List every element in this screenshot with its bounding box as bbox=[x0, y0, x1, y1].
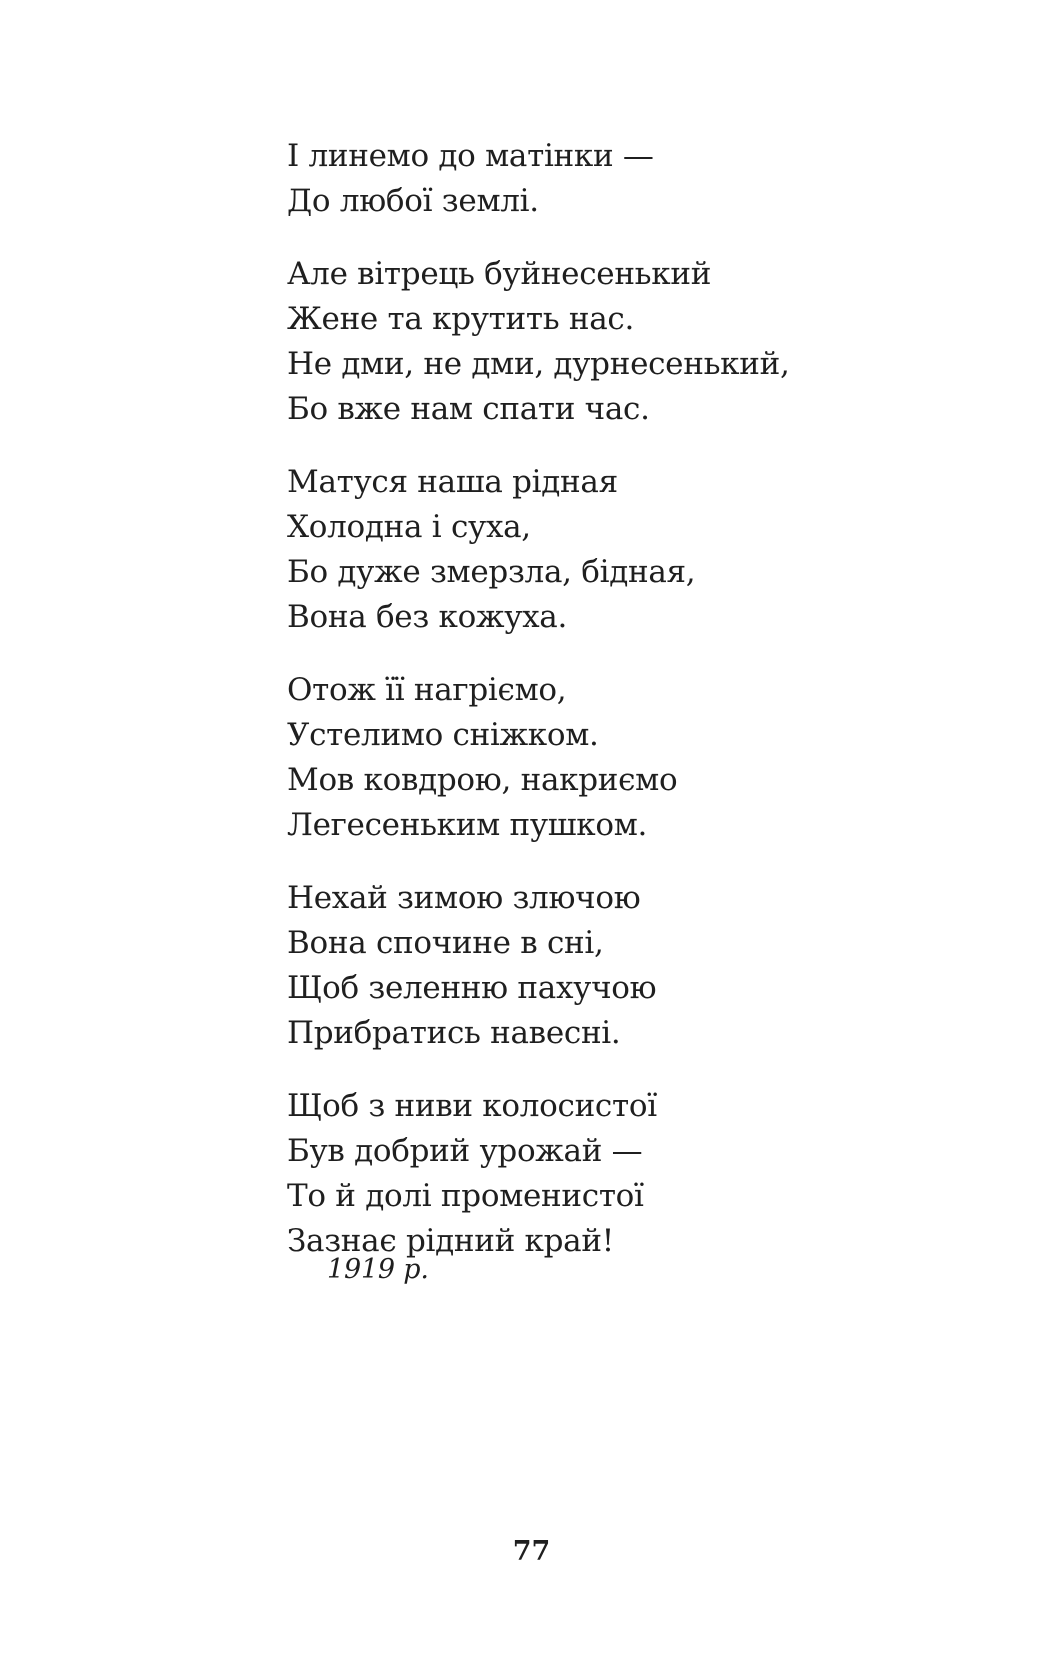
poem-line: То й долі променистої bbox=[287, 1178, 644, 1214]
stanza-1 bbox=[287, 134, 1007, 224]
stanza-6 bbox=[287, 1084, 1007, 1264]
poem-line: Холодна і суха, bbox=[287, 509, 531, 545]
poem-line: Нехай зимою злючою bbox=[287, 880, 641, 916]
poem-line: Прибратись навесні. bbox=[287, 1015, 621, 1051]
stanza-5 bbox=[287, 876, 1007, 1056]
poem-line: І линемо до матінки — bbox=[287, 138, 654, 174]
poem-line: Бо дуже змерзла, бідная, bbox=[287, 554, 696, 590]
stanza-4 bbox=[287, 668, 1007, 848]
poem-line: Легесеньким пушком. bbox=[287, 807, 648, 843]
poem-line: Щоб зеленню пахучою bbox=[287, 970, 657, 1006]
poem-body bbox=[287, 134, 1007, 1292]
poem-line: Матуся наша рідная bbox=[287, 464, 618, 500]
poem-line: До любої землі. bbox=[287, 183, 539, 219]
poem-line: Бо вже нам спати час. bbox=[287, 391, 650, 427]
poem-line: Вона без кожуха. bbox=[287, 599, 568, 635]
poem-line: Отож її нагріємо, bbox=[287, 672, 567, 708]
poem-line: Не дми, не дми, дурнесенький, bbox=[287, 346, 790, 382]
poem-line: Був добрий урожай — bbox=[287, 1133, 643, 1169]
poem-line: Мов ковдрою, накриємо bbox=[287, 762, 678, 798]
poem-line: Устелимо сніжком. bbox=[287, 717, 599, 753]
stanza-3 bbox=[287, 460, 1007, 640]
page-number: 77 bbox=[512, 1536, 551, 1567]
stanza-2 bbox=[287, 252, 1007, 432]
poem-date: 1919 р. bbox=[327, 1254, 429, 1285]
poem-line: Зазнає рідний край! bbox=[287, 1223, 614, 1259]
poem-line: Але вітрець буйнесенький bbox=[287, 256, 712, 292]
poem-line: Щоб з ниви колосистої bbox=[287, 1088, 657, 1124]
poem-line: Вона спочине в сні, bbox=[287, 925, 604, 961]
poem-line: Жене та крутить нас. bbox=[287, 301, 635, 337]
